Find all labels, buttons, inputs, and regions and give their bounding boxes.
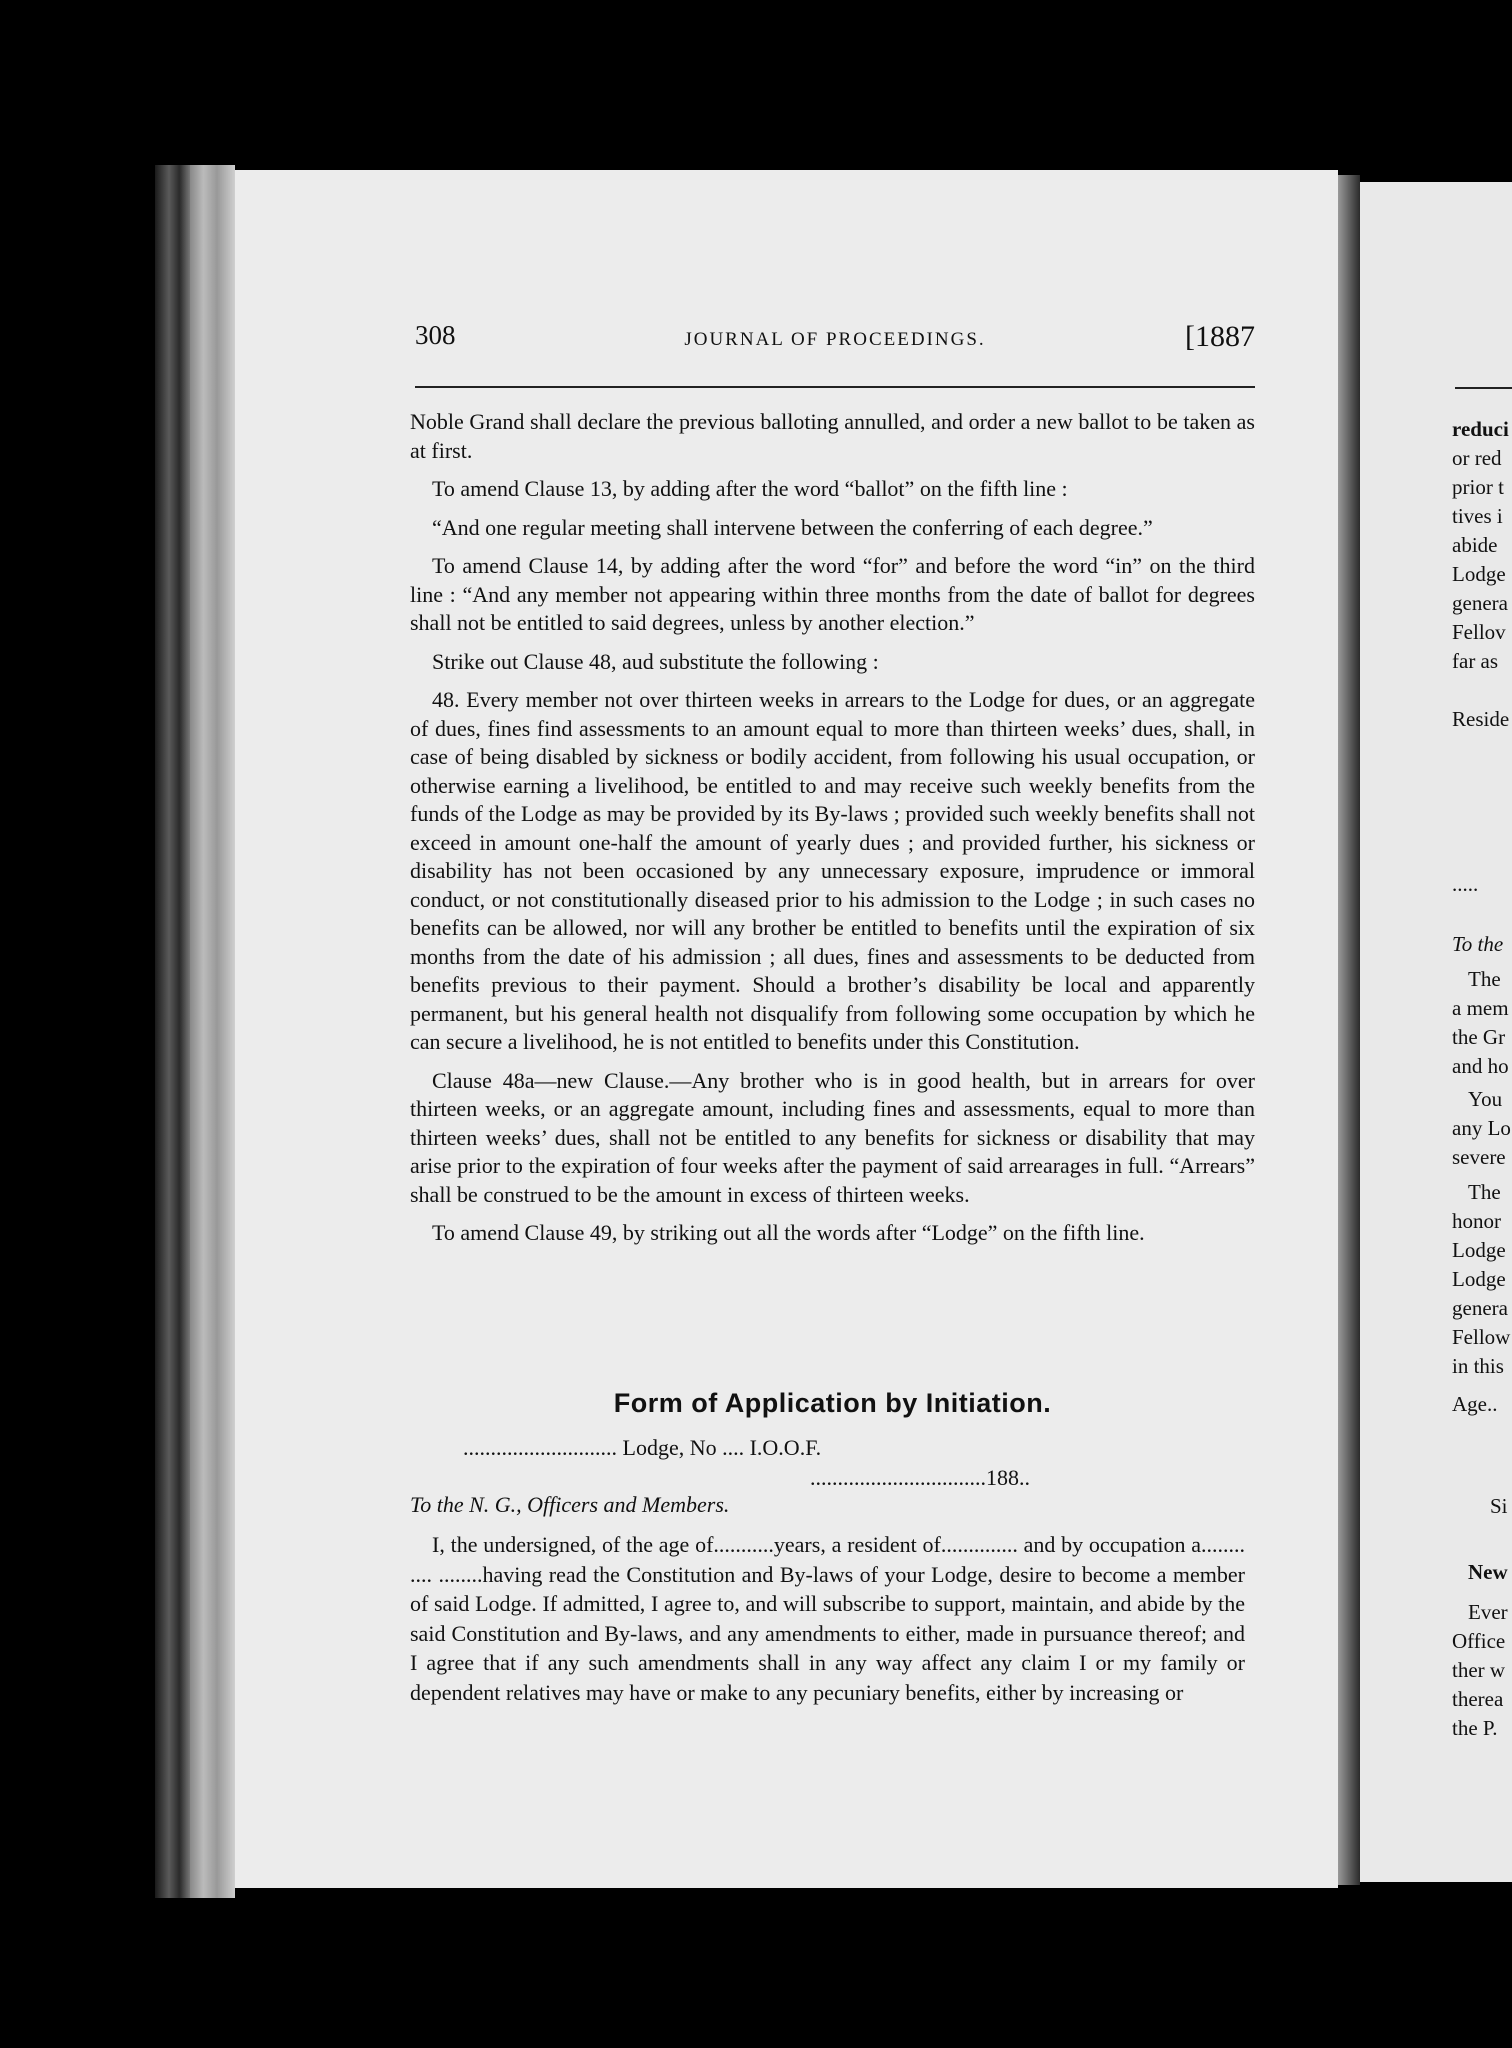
right-fragment: Fellow xyxy=(1452,1325,1511,1349)
right-fragment: Ever xyxy=(1468,1600,1508,1624)
right-fragment: the Gr xyxy=(1452,1025,1506,1049)
right-page xyxy=(1360,182,1512,1882)
right-fragment: severe xyxy=(1452,1145,1506,1169)
paragraph: “And one regular meeting shall intervene between the conferring of each degree.” xyxy=(432,514,1153,540)
right-fragment: Si xyxy=(1490,1494,1508,1518)
right-fragment: any Lo xyxy=(1452,1116,1511,1140)
right-fragment: abide xyxy=(1452,533,1498,557)
right-fragment: the P. xyxy=(1452,1716,1498,1740)
right-fragment: Lodge xyxy=(1452,1238,1506,1262)
page-stack-edge xyxy=(190,165,235,1898)
right-fragment: ther w xyxy=(1452,1658,1506,1682)
right-fragment: a mem xyxy=(1452,996,1509,1020)
header-rule xyxy=(415,386,1255,388)
application-text: I, the undersigned, of the age of...........years, a resident of.............. and by occupation a........ .... ........having read the Constitution and By-laws of your Lodge, desire to become a member of said Lodge. If admitted, I agree to, and will subscribe to support, maintain, and abide by the said Constitution and By-laws, and any amendments to either, made in pursuance thereof; and I agree that if any such amendments shall in any way affect any claim I or my family or dependent relatives may have or make to any pecuniary benefits, either by increasing or xyxy=(410,1532,1245,1705)
running-title: JOURNAL OF PROCEEDINGS. xyxy=(684,329,986,350)
right-fragment: genera xyxy=(1452,591,1508,615)
paragraph: To amend Clause 49, by striking out all the words after “Lodge” on the fifth line. xyxy=(432,1220,1145,1245)
right-fragment: Lodge xyxy=(1452,562,1506,586)
right-fragment: To the xyxy=(1452,932,1504,956)
right-fragment: Office xyxy=(1452,1629,1506,1653)
lodge-line: ............................ Lodge, No .... I.O.O.F. xyxy=(463,1435,822,1460)
right-fragment: You xyxy=(1468,1087,1503,1111)
form-title: Form of Application by Initiation. xyxy=(613,1388,1052,1418)
right-fragment: Lodge xyxy=(1452,1267,1506,1291)
right-header-rule xyxy=(1455,387,1512,389)
paragraph: To amend Clause 13, by adding after the word “ballot” on the fifth line : xyxy=(432,476,1068,501)
right-fragment: tives i xyxy=(1452,504,1503,528)
book-spine-edge xyxy=(155,165,190,1898)
right-fragment: genera xyxy=(1452,1296,1508,1320)
right-fragment: far as xyxy=(1452,649,1499,673)
paragraph: Noble Grand shall declare the previous balloting annulled, and order a new ballot to be taken as at first. xyxy=(410,409,1255,463)
header-year: [1887 xyxy=(1185,320,1255,353)
book-gutter xyxy=(1338,175,1360,1885)
right-fragment: or red xyxy=(1452,446,1502,470)
right-fragment: in this xyxy=(1452,1354,1504,1378)
page-number: 308 xyxy=(415,320,456,350)
right-fragment: The xyxy=(1468,967,1501,991)
right-fragment: honor xyxy=(1452,1209,1501,1233)
paragraph: Strike out Clause 48, aud substitute the following : xyxy=(432,648,879,674)
right-fragment: Reside xyxy=(1452,707,1510,731)
paragraph: 48. Every member not over thirteen weeks in arrears to the Lodge for dues, or an aggregate of dues, fines find assessments to an amount equal to more than thirteen weeks’ dues, shall, in case of being disabled by sickness or bodily accident, from following his usual occupation, or otherwise earning a livelihood, be entitled to and may receive such weekly benefits from the funds of the Lodge as may be provided by its By-laws ; provided such weekly benefits shall not exceed in amount one-half the amount of yearly dues ; and provided further, his sickness or disability has not been occasioned by any unnecessary exposure, imprudence or immoral conduct, or not constitutionally diseased prior to his admission to the Lodge ; in such cases no benefits can be allowed, nor will any brother be entitled to benefits until the expiration of six months from the date of his admission ; all dues, fines and assessments to be deducted from benefits previous to their payment. Should a brother’s disability be local and apparently permanent, but his general health not disqualify from following some occupation by which he can secure a livelihood, he is not entitled to benefits under this Constitution. xyxy=(410,687,1255,1054)
running-header xyxy=(415,320,1255,366)
date-line: ................................188.. xyxy=(810,1465,1030,1490)
right-fragment: and ho xyxy=(1452,1054,1509,1078)
paragraph: Clause 48a—new Clause.—Any brother who is in good health, but in arrears for over thirteen weeks, or an aggregate amount, including fines and assessments, equal to more than thirteen weeks’ dues, shall not be entitled to any benefits for sickness or disability that may arise prior to the expiration of four weeks after the payment of said arrearages in full. “Arrears” shall be construed to be the amount in excess of thirteen weeks. xyxy=(410,1067,1255,1207)
page-body xyxy=(410,408,1255,1258)
right-fragment: Age.. xyxy=(1452,1392,1498,1416)
right-fragment: Fellov xyxy=(1452,620,1506,644)
right-fragment: reduci xyxy=(1452,417,1509,441)
right-fragment: The xyxy=(1468,1180,1501,1204)
right-fragment: therea xyxy=(1452,1687,1504,1711)
paragraph: To amend Clause 14, by adding after the word “for” and before the word “in” on the third line : “And any member not appearing within three months from the date of ballot for degrees shall not be entitled to said degrees, unless by another election.” xyxy=(410,553,1255,635)
right-fragment: ..... xyxy=(1452,872,1479,896)
salutation: To the N. G., Officers and Members. xyxy=(410,1492,730,1517)
right-fragment: prior t xyxy=(1452,475,1504,499)
right-fragment: New xyxy=(1468,1560,1508,1584)
